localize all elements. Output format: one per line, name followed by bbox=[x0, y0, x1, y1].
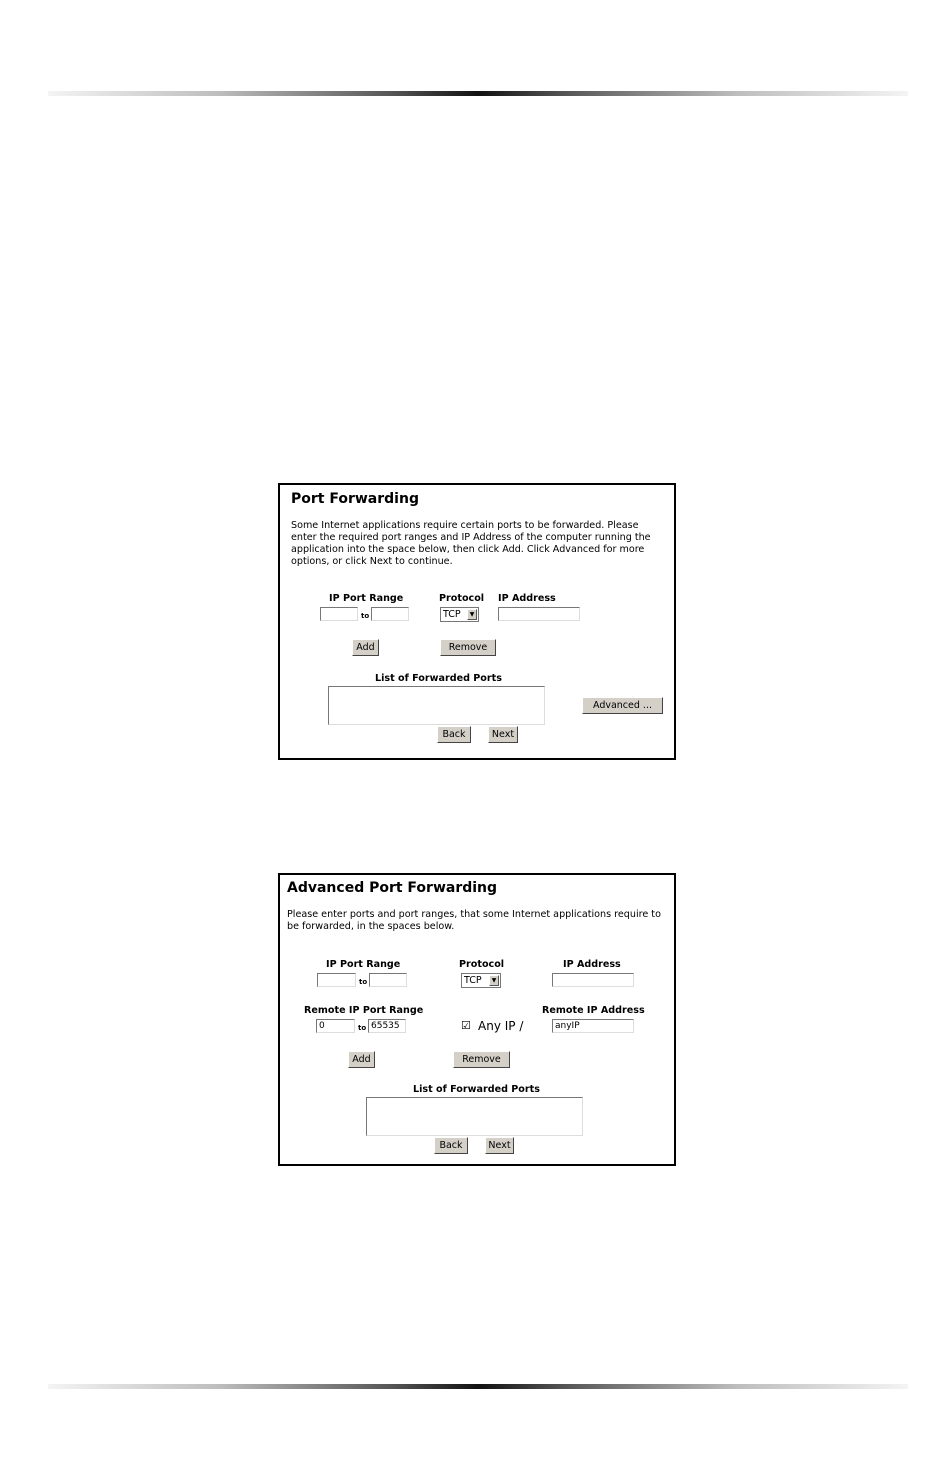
panel-description: Some Internet applications require certain ports to be forwarded. Please enter the required port ranges and IP Address of the computer running the application into the space below, then click Add. Click Advanced for more options, or click Next to continue. bbox=[291, 520, 651, 567]
protocol-label: Protocol bbox=[459, 959, 505, 970]
remote-ip-address-label: Remote IP Address bbox=[542, 1005, 645, 1016]
add-button[interactable]: Add bbox=[352, 639, 379, 656]
ip-address-label: IP Address bbox=[498, 593, 556, 604]
forwarded-ports-list-label: List of Forwarded Ports bbox=[375, 673, 502, 684]
next-button[interactable]: Next bbox=[485, 1137, 514, 1154]
forwarded-ports-list-label: List of Forwarded Ports bbox=[413, 1084, 540, 1095]
back-button[interactable]: Back bbox=[434, 1137, 468, 1154]
add-button[interactable]: Add bbox=[348, 1051, 375, 1068]
ip-address-label: IP Address bbox=[563, 959, 621, 970]
protocol-value: TCP bbox=[464, 975, 482, 986]
chevron-down-icon[interactable]: ▼ bbox=[489, 975, 499, 986]
next-button[interactable]: Next bbox=[488, 726, 518, 743]
remote-port-range-label: Remote IP Port Range bbox=[304, 1005, 424, 1016]
to-label: to bbox=[359, 978, 368, 986]
top-divider bbox=[48, 91, 908, 96]
bottom-divider bbox=[48, 1384, 908, 1389]
panel-description: Please enter ports and port ranges, that some Internet applications require to be forwarded, in the spaces below. bbox=[287, 909, 661, 932]
ip-address-input[interactable] bbox=[552, 973, 634, 987]
ip-port-range-label: IP Port Range bbox=[326, 959, 401, 970]
panel-title: Port Forwarding bbox=[291, 491, 419, 507]
forwarded-ports-list[interactable] bbox=[328, 686, 545, 725]
protocol-label: Protocol bbox=[439, 593, 485, 604]
protocol-value: TCP bbox=[443, 609, 461, 620]
port-end-input[interactable] bbox=[371, 607, 409, 621]
forwarded-ports-list[interactable] bbox=[366, 1097, 583, 1136]
advanced-port-forwarding-screenshot bbox=[278, 873, 676, 1166]
ip-port-range-label: IP Port Range bbox=[329, 593, 404, 604]
checkmark-icon: ☑ bbox=[461, 1019, 471, 1032]
any-ip-label: Any IP / bbox=[478, 1019, 524, 1033]
back-button[interactable]: Back bbox=[437, 726, 471, 743]
port-start-input[interactable] bbox=[317, 973, 356, 987]
port-start-input[interactable] bbox=[320, 607, 358, 621]
protocol-select[interactable] bbox=[440, 607, 479, 622]
protocol-select[interactable] bbox=[461, 973, 501, 988]
remote-port-start-input[interactable]: 0 bbox=[316, 1019, 355, 1033]
port-forwarding-screenshot bbox=[278, 483, 676, 760]
ip-address-input[interactable] bbox=[498, 607, 580, 621]
to-label: to bbox=[358, 1024, 367, 1032]
any-ip-checkbox[interactable] bbox=[461, 1019, 471, 1032]
remove-button[interactable]: Remove bbox=[440, 639, 496, 656]
to-label: to bbox=[361, 612, 370, 620]
advanced-button[interactable]: Advanced ... bbox=[582, 697, 663, 714]
remote-port-end-input[interactable]: 65535 bbox=[368, 1019, 406, 1033]
remove-button[interactable]: Remove bbox=[453, 1051, 510, 1068]
port-end-input[interactable] bbox=[369, 973, 407, 987]
chevron-down-icon[interactable]: ▼ bbox=[467, 609, 477, 620]
remote-ip-address-input[interactable]: anyIP bbox=[552, 1019, 634, 1033]
panel-title: Advanced Port Forwarding bbox=[287, 880, 498, 896]
